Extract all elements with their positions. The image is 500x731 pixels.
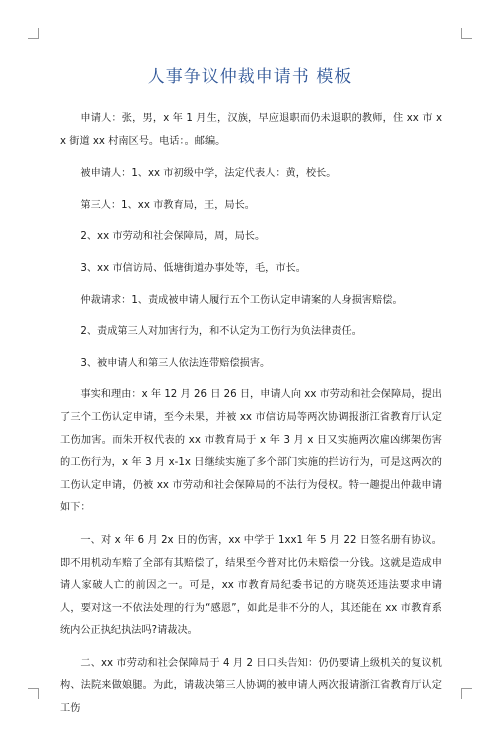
paragraph-facts-reasons: 事实和理由：x 年 12 月 26 日 26 日，申请人向 xx 市劳动和社会保障局，提出了三个工伤认定申请，至今未果，并被 xx 市信访局等两次协调报浙江省教育厅认定工伤加害。而朱开权代表的 xx 市教育局于 x 年 3 月 x 日又实施两次雇凶绑架伤害的工伤行为，x 年 3 月 x-1x 日继续实施了多个部门实施的拦访行为，可是这两次的工伤认定申请，仍被 xx 市劳动和社会保障局的不法行为侵权。特一趣提出仲裁申请如下： bbox=[60, 389, 442, 514]
paragraph-point-two: 二、xx 市劳动和社会保障局于 4 月 2 日口头告知：仍仍要请上级机关的复议机构、法院来做娘腿。为此，请裁决第三人协调的被申请人两次报请浙江省教育厅认定工伤 bbox=[60, 657, 442, 715]
document-body bbox=[60, 108, 442, 731]
crop-mark-bottom-right bbox=[461, 688, 472, 699]
paragraph-third-party-1: 第三人：1、xx 市教育局，王，局长。 bbox=[80, 199, 255, 211]
crop-mark-top-right bbox=[461, 28, 472, 39]
paragraph-claim-3: 3、被申请人和第三人依法连带赔偿损害。 bbox=[80, 357, 271, 369]
crop-mark-top-left bbox=[28, 28, 39, 39]
paragraph-claim-1: 仲裁请求：1、责成被申请人履行五个工伤认定申请案的人身损害赔偿。 bbox=[80, 294, 403, 306]
paragraph-claim-2: 2、责成第三人对加害行为，和不认定为工伤行为负法律责任。 bbox=[80, 326, 362, 338]
crop-mark-bottom-left bbox=[28, 688, 39, 699]
paragraph-applicant: 申请人：张，男，x 年 1 月生，汉族，早应退职而仍未退职的教师，住 xx 市 xx 街道 xx 村南区号。电话：。邮编。 bbox=[60, 113, 442, 147]
paragraph-point-one: 一、对 x 年 6 月 2x 日的伤害，xx 中学于 1xx1 年 5 月 22 日签名册有协议。即不用机动车赔了全部有其赔偿了，结果至今普对比仍未赔偿一分钱。这就是造成申请人家破人亡的前因之一。可是，xx 市教育局纪委书记的方晓英还违法要求申请人，要对这一不依法处理的行为“感恩”，如此是非不分的人，其还能在 xx 市教育系统内公正执纪执法吗?请裁决。 bbox=[60, 534, 442, 637]
paragraph-respondent: 被申请人：1、xx 市初级中学，法定代表人：黄，校长。 bbox=[80, 168, 337, 180]
paragraph-third-party-2: 2、xx 市劳动和社会保障局，周，局长。 bbox=[80, 231, 266, 243]
paragraph-third-party-3: 3、xx 市信访局、低塘街道办事处等，毛，市长。 bbox=[80, 262, 306, 274]
document-title: 人事争议仲裁申请书 模板 bbox=[147, 67, 353, 87]
